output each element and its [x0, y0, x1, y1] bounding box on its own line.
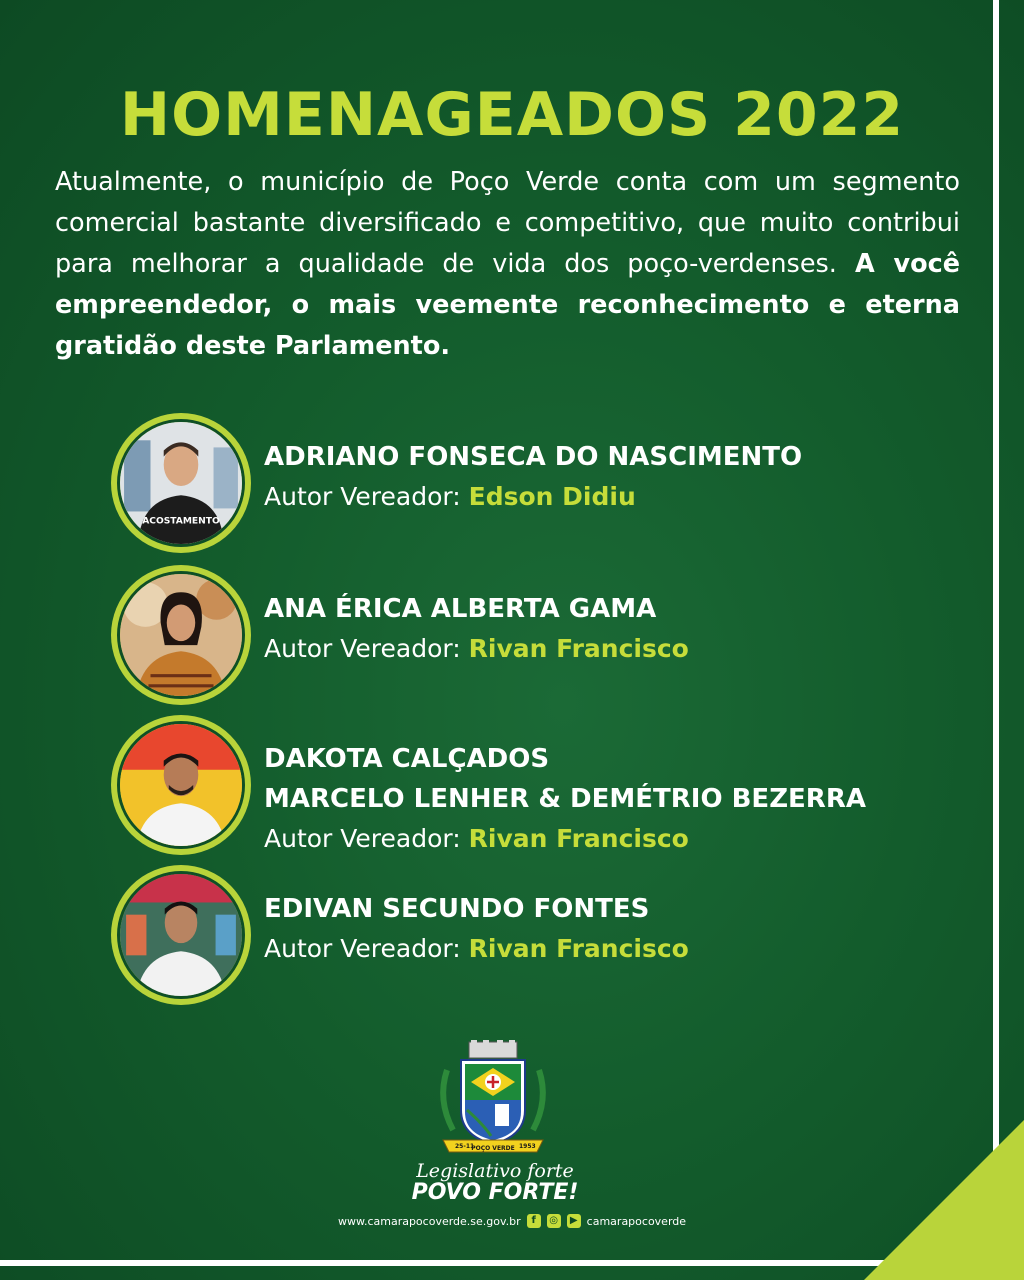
avatar [111, 413, 251, 553]
photo-shirt-text: ACOSTAMENTO [142, 516, 220, 527]
corner-triangle [864, 1120, 1024, 1280]
youtube-icon[interactable]: ▶ [567, 1214, 581, 1228]
social-handle[interactable]: camarapocoverde [586, 1214, 687, 1228]
honoree-item [111, 413, 911, 563]
crest-date-right: 1953 [519, 1143, 536, 1150]
facebook-icon[interactable]: f [527, 1214, 541, 1228]
intro-normal: Atualmente, o município de Poço Verde conta com um segmento comercial bastante diversificado e competitivo, que muito contribui para melhorar a qualidade de vida dos poço-verdenses. [55, 167, 960, 279]
honoree-name: ADRIANO FONSECA DO NASCIMENTO [264, 442, 803, 472]
crest-date-left: 25-11 [455, 1143, 475, 1150]
slogan-bold: POVO FORTE! [411, 1180, 579, 1205]
slogan-script: Legislativo forte [416, 1160, 574, 1182]
honoree-item [111, 865, 911, 1015]
intro-bold: A você empreendedor, o mais veemente reconhecimento e eterna gratidão deste Parlamento. [55, 249, 960, 361]
frame-bottom-line [0, 1260, 999, 1266]
avatar [111, 565, 251, 705]
intro-paragraph [55, 162, 960, 367]
honoree-item [111, 565, 911, 715]
website-link[interactable]: www.camarapocoverde.se.gov.br [337, 1214, 521, 1228]
photo-dakota [120, 724, 242, 846]
honoree-name-line-2: MARCELO LENHER & DEMÉTRIO BEZERRA [264, 784, 866, 814]
honoree-name: EDIVAN SECUNDO FONTES [264, 894, 650, 924]
photo-edivan [120, 874, 242, 996]
page-title: HOMENAGEADOS 2022 [119, 80, 905, 150]
photo-adriano [120, 422, 242, 544]
avatar [111, 715, 251, 855]
honoree-item [111, 715, 911, 865]
honoree-author: Autor Vereador: Edson Didiu [264, 482, 636, 511]
photo-ana-erica [120, 574, 242, 696]
instagram-icon[interactable]: ◎ [547, 1214, 561, 1228]
honoree-author: Autor Vereador: Rivan Francisco [264, 934, 689, 963]
footer [0, 1214, 1024, 1228]
honoree-author: Autor Vereador: Rivan Francisco [264, 824, 689, 853]
honoree-name: DAKOTA CALÇADOS [264, 744, 550, 774]
municipal-crest-logo [433, 1040, 553, 1158]
honoree-author: Autor Vereador: Rivan Francisco [264, 634, 689, 663]
avatar [111, 865, 251, 1005]
frame-right-line [993, 0, 999, 1266]
crest-banner: POÇO VERDE [471, 1145, 515, 1152]
honoree-name: ANA ÉRICA ALBERTA GAMA [264, 594, 657, 624]
